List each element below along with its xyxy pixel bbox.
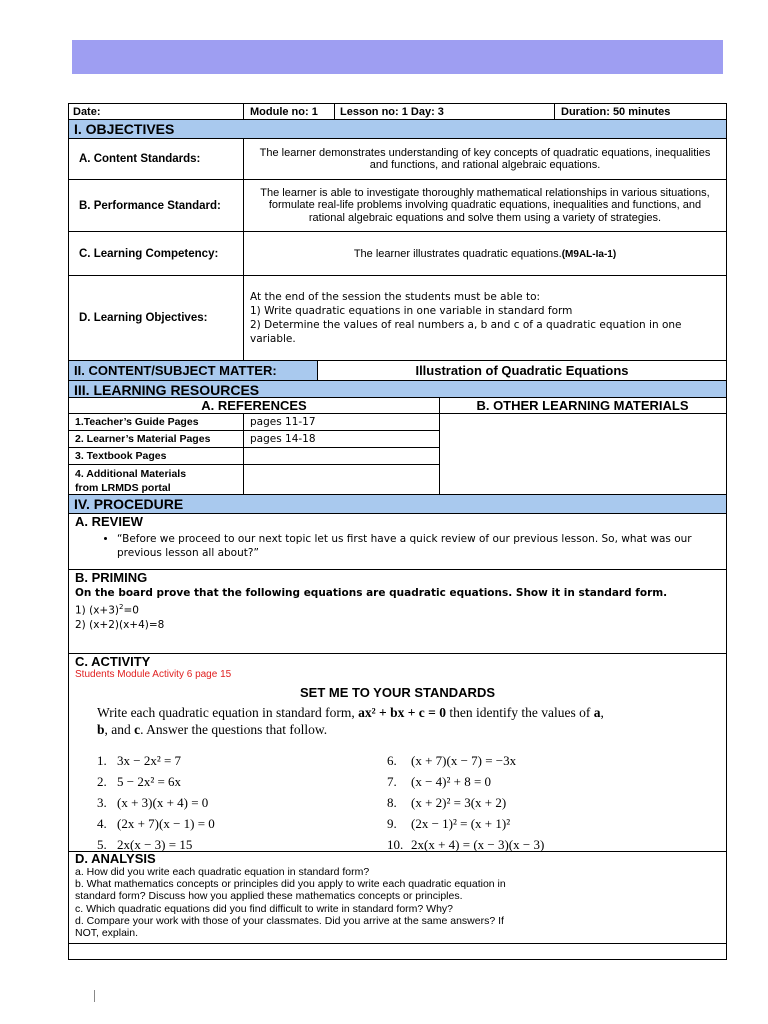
activity-instr-part3: , xyxy=(600,705,604,720)
analysis-question-b-line2: standard form? Discuss how you applied these mathematics concepts or principles. xyxy=(75,890,463,903)
lesson-label: Lesson no: 1 Day: 3 xyxy=(340,105,444,118)
other-materials-header-cell xyxy=(439,398,726,414)
equation-number: 9. xyxy=(387,816,397,831)
equation-item xyxy=(387,753,516,769)
activity-instruction xyxy=(69,704,726,738)
lesson-cell xyxy=(335,104,555,119)
other-materials-header: B. OTHER LEARNING MATERIALS xyxy=(476,398,689,413)
learning-competency-code: (M9AL-Ia-1) xyxy=(561,248,617,260)
additional-label-2: from LRMDS portal xyxy=(75,482,171,494)
analysis-row xyxy=(68,852,727,960)
content-label-cell xyxy=(69,361,318,380)
equation-number: 3. xyxy=(97,795,107,810)
learner-label: 2. Learner’s Material Pages xyxy=(75,433,211,445)
learning-competency-text: The learner illustrates quadratic equations. xyxy=(353,247,562,260)
review-list xyxy=(69,532,726,560)
equation-number: 1. xyxy=(97,753,107,768)
learner-value: pages 14-18 xyxy=(250,433,316,445)
learning-objectives-intro: At the end of the session the students must be able to: xyxy=(250,291,541,303)
equation-number: 5. xyxy=(97,837,107,852)
analysis-question-c: c. Which quadratic equations did you find difficult to write in standard form? Why? xyxy=(75,902,453,915)
activity-source: Students Module Activity 6 page 15 xyxy=(75,669,232,680)
objectives-section-header xyxy=(68,120,727,139)
content-label: II. CONTENT/SUBJECT MATTER: xyxy=(74,362,277,378)
activity-instr-part5: . Answer the questions that follow. xyxy=(140,722,328,737)
activity-instr-c: c xyxy=(134,722,141,737)
content-standards-row xyxy=(68,139,727,180)
additional-label-1: 4. Additional Materials xyxy=(75,468,187,480)
date-label: Date: xyxy=(73,105,101,118)
activity-instr-b: b xyxy=(97,722,105,737)
analysis-title: D. ANALYSIS xyxy=(75,851,156,866)
resources-table xyxy=(68,398,727,495)
equation-item xyxy=(97,795,208,811)
equation-text: (x + 3)(x + 4) = 0 xyxy=(117,795,209,810)
priming-eq-2: 2) (x+2)(x+4)=8 xyxy=(75,618,165,631)
analysis-question-d-line1: d. Compare your work with those of your classmates. Did you arrive at the same answers? If xyxy=(75,914,504,927)
additional-value-cell xyxy=(244,465,439,496)
text-cursor xyxy=(94,990,95,1002)
module-label: Module no: 1 xyxy=(250,105,318,118)
resources-section-header xyxy=(68,381,727,398)
references-header: A. REFERENCES xyxy=(201,398,307,413)
duration-label: Duration: 50 minutes xyxy=(561,105,671,118)
objectives-title: I. OBJECTIVES xyxy=(74,121,175,137)
content-value-cell xyxy=(318,361,726,380)
equation-number: 6. xyxy=(387,753,397,768)
equation-text: 5 − 2x² = 6x xyxy=(117,774,182,789)
procedure-section-header xyxy=(68,495,727,514)
equation-text: 2x(x + 4) = (x − 3)(x − 3) xyxy=(411,837,545,852)
equation-text: (x + 2)² = 3(x + 2) xyxy=(411,795,507,810)
analysis-question-b-line1: b. What mathematics concepts or principles did you apply to write each quadratic equation in xyxy=(75,878,506,891)
learning-competency-row xyxy=(68,232,727,276)
priming-eq-1 xyxy=(69,600,726,618)
learning-objectives-item-1: 1) Write quadratic equations in one variable in standard form xyxy=(250,305,573,317)
content-standards-label: A. Content Standards: xyxy=(79,153,201,165)
lesson-plan-table xyxy=(68,103,727,960)
resource-row-additional xyxy=(69,465,439,496)
equation-text: 2x(x − 3) = 15 xyxy=(117,837,193,852)
date-cell xyxy=(69,104,244,119)
analysis-question-a: a. How did you write each quadratic equation in standard form? xyxy=(75,866,370,878)
header-row xyxy=(68,103,727,120)
module-cell xyxy=(244,104,335,119)
references-block xyxy=(69,398,440,494)
teacher-label-cell xyxy=(69,414,244,430)
content-standards-label-cell xyxy=(69,139,244,179)
performance-standard-text: The learner is able to investigate thoroughly mathematical relationships in various situations, formulate real-life problems involving quadratic equations, inequalities and functions, and rational algebraic equations and solve them using a variety of strategies. xyxy=(260,186,710,224)
teacher-value: pages 11-17 xyxy=(250,416,316,428)
teacher-label: 1.Teacher’s Guide Pages xyxy=(75,416,199,428)
learner-label-cell xyxy=(69,431,244,447)
performance-standard-row xyxy=(68,180,727,232)
analysis-questions xyxy=(69,866,726,939)
textbook-label: 3. Textbook Pages xyxy=(75,450,167,462)
equation-text: (x + 7)(x − 7) = −3x xyxy=(411,753,517,768)
analysis-question-d-line2: NOT, explain. xyxy=(75,927,139,940)
activity-instr-part2: then identify the values of xyxy=(446,705,594,720)
learning-objectives-label-cell xyxy=(69,276,244,360)
activity-instr-a: a xyxy=(593,705,601,720)
priming-eq-1-exp: 2 xyxy=(119,603,124,611)
equation-item xyxy=(97,816,215,832)
learning-objectives-item-2: 2) Determine the values of real numbers a, b and c of a quadratic equation in one variable. xyxy=(250,319,682,345)
equation-item xyxy=(387,795,506,811)
learning-objectives-row xyxy=(68,276,727,361)
performance-standard-label: B. Performance Standard: xyxy=(79,199,221,212)
resource-row-textbook xyxy=(69,448,439,465)
learning-objectives-label: D. Learning Objectives: xyxy=(79,312,208,324)
textbook-value-cell xyxy=(244,448,439,464)
references-header-cell xyxy=(69,398,439,414)
learning-competency-text-cell xyxy=(244,232,726,275)
teacher-value-cell xyxy=(244,414,439,430)
performance-standard-label-cell xyxy=(69,180,244,231)
content-value: Illustration of Quadratic Equations xyxy=(415,363,629,378)
resource-row-teacher xyxy=(69,414,439,431)
performance-standard-text-cell xyxy=(244,180,726,231)
equation-text: (x − 4)² + 8 = 0 xyxy=(411,774,492,789)
equation-number: 8. xyxy=(387,795,397,810)
textbook-label-cell xyxy=(69,448,244,464)
learning-objectives-text-cell xyxy=(244,276,726,360)
equation-item xyxy=(387,816,510,832)
equation-item xyxy=(97,774,181,790)
activity-instr-part1: Write each quadratic equation in standard form, xyxy=(97,705,359,720)
learner-value-cell xyxy=(244,431,439,447)
resource-row-learner xyxy=(69,431,439,448)
duration-cell xyxy=(555,104,726,119)
priming-instruction: On the board prove that the following equations are quadratic equations. Show it in standard form. xyxy=(75,587,668,599)
learning-competency-label: C. Learning Competency: xyxy=(79,247,219,260)
equation-item xyxy=(387,837,544,853)
activity-instr-part4: , and xyxy=(104,722,135,737)
content-standards-text: The learner demonstrates understanding of key concepts of quadratic equations, inequalities and functions, and rational algebraic equations. xyxy=(259,146,711,171)
priming-row xyxy=(68,570,727,654)
activity-instr-form: ax² + bx + c = 0 xyxy=(358,705,446,720)
activity-row xyxy=(68,654,727,852)
equation-number: 10. xyxy=(387,837,404,852)
procedure-title: IV. PROCEDURE xyxy=(74,496,184,512)
activity-title: C. ACTIVITY xyxy=(75,654,151,669)
equation-number: 2. xyxy=(97,774,107,789)
review-row xyxy=(68,514,727,570)
learning-competency-label-cell xyxy=(69,232,244,275)
priming-eq-1-base: 1) (x+3) xyxy=(75,604,119,617)
equation-item xyxy=(97,753,181,769)
resources-title: III. LEARNING RESOURCES xyxy=(74,382,260,398)
priming-title: B. PRIMING xyxy=(75,570,148,585)
equation-number: 7. xyxy=(387,774,397,789)
activity-heading: SET ME TO YOUR STANDARDS xyxy=(299,685,496,700)
equation-text: (2x − 1)² = (x + 1)² xyxy=(411,816,511,831)
content-row xyxy=(68,361,727,381)
equation-text: 3x − 2x² = 7 xyxy=(117,753,182,768)
equation-number: 4. xyxy=(97,816,107,831)
review-text: • “Before we proceed to our next topic let us first have a quick review of our previous lesson. So, what was our previous lesson all about?” xyxy=(117,532,726,560)
priming-eq-1-rhs: =0 xyxy=(123,604,139,617)
equation-text: (2x + 7)(x − 1) = 0 xyxy=(117,816,215,831)
header-banner xyxy=(72,40,723,74)
content-standards-text-cell xyxy=(244,139,726,179)
equation-item xyxy=(387,774,491,790)
review-title: A. REVIEW xyxy=(75,514,143,529)
additional-label-cell xyxy=(69,465,244,496)
analysis-divider xyxy=(69,943,726,944)
